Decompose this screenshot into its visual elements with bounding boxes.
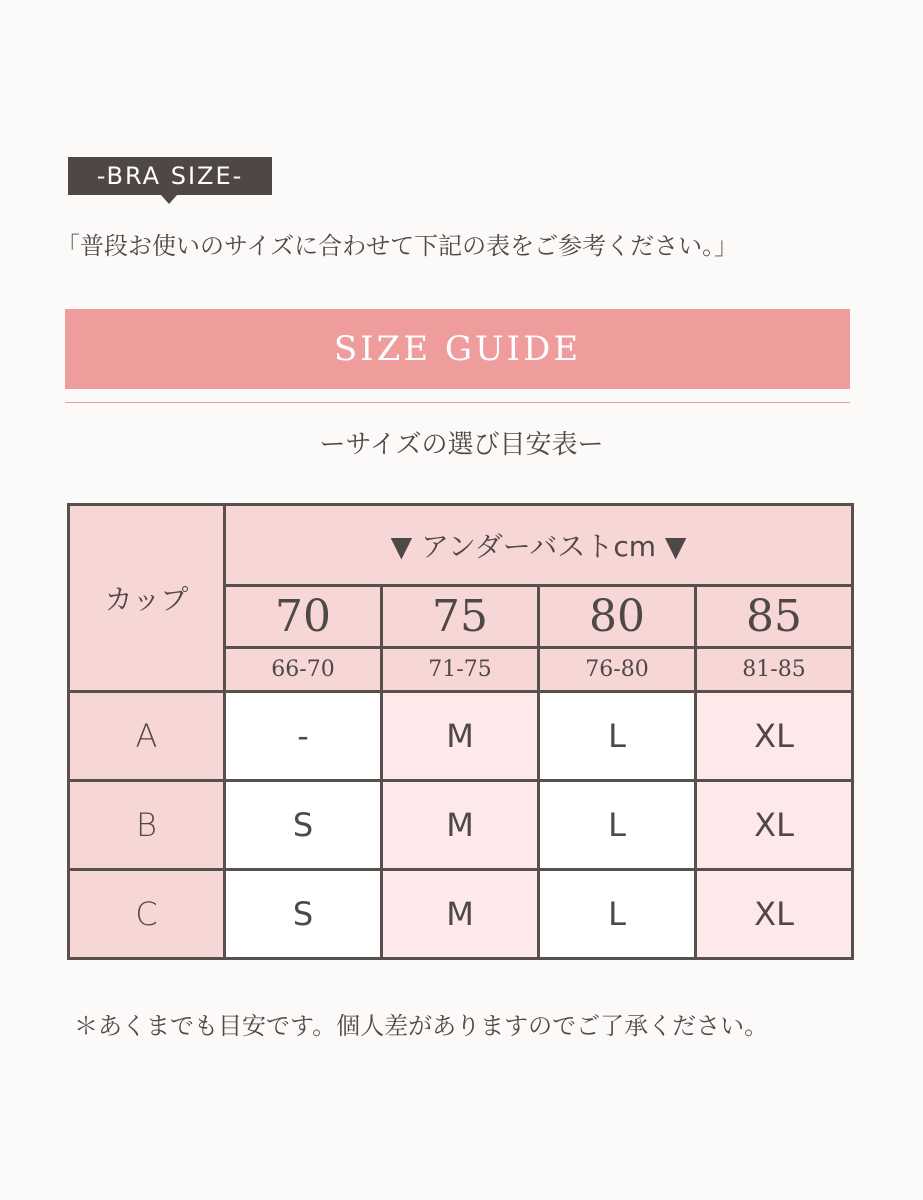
disclaimer-note: ＊あくまでも目安です。個人差がありますのでご了承ください。 (74, 1012, 769, 1040)
banner-title: SIZE GUIDE (333, 329, 582, 369)
cell-b-75: M (382, 781, 539, 870)
size-col-75: 75 (382, 586, 539, 648)
cell-a-80: L (539, 692, 696, 781)
cup-c: C (69, 870, 225, 959)
tag-pointer (161, 195, 177, 204)
cell-a-70: - (225, 692, 382, 781)
range-col-70: 66-70 (225, 648, 382, 692)
cell-c-80: L (539, 870, 696, 959)
size-chart (67, 503, 851, 959)
cell-a-85: XL (696, 692, 853, 781)
cell-b-70: S (225, 781, 382, 870)
cup-a: A (69, 692, 225, 781)
banner-divider (65, 402, 850, 403)
cell-c-85: XL (696, 870, 853, 959)
cup-b: B (69, 781, 225, 870)
cell-c-70: S (225, 870, 382, 959)
cup-header: カップ (69, 505, 225, 692)
table-row (69, 692, 853, 781)
size-table (67, 503, 854, 960)
table-row (69, 870, 853, 959)
cell-b-85: XL (696, 781, 853, 870)
table-row (69, 781, 853, 870)
size-col-80: 80 (539, 586, 696, 648)
bra-size-tag: -BRA SIZE- (68, 157, 272, 195)
cell-c-75: M (382, 870, 539, 959)
intro-text: 「普段お使いのサイズに合わせて下記の表をご参考ください。」 (56, 232, 739, 260)
cell-b-80: L (539, 781, 696, 870)
cell-a-75: M (382, 692, 539, 781)
range-col-75: 71-75 (382, 648, 539, 692)
size-col-85: 85 (696, 586, 853, 648)
table-subtitle: ーサイズの選び目安表ー (319, 430, 604, 460)
underbust-header: ▼ アンダーバストcm ▼ (225, 505, 853, 586)
range-col-85: 81-85 (696, 648, 853, 692)
size-col-70: 70 (225, 586, 382, 648)
size-guide-banner (65, 309, 850, 389)
range-col-80: 76-80 (539, 648, 696, 692)
